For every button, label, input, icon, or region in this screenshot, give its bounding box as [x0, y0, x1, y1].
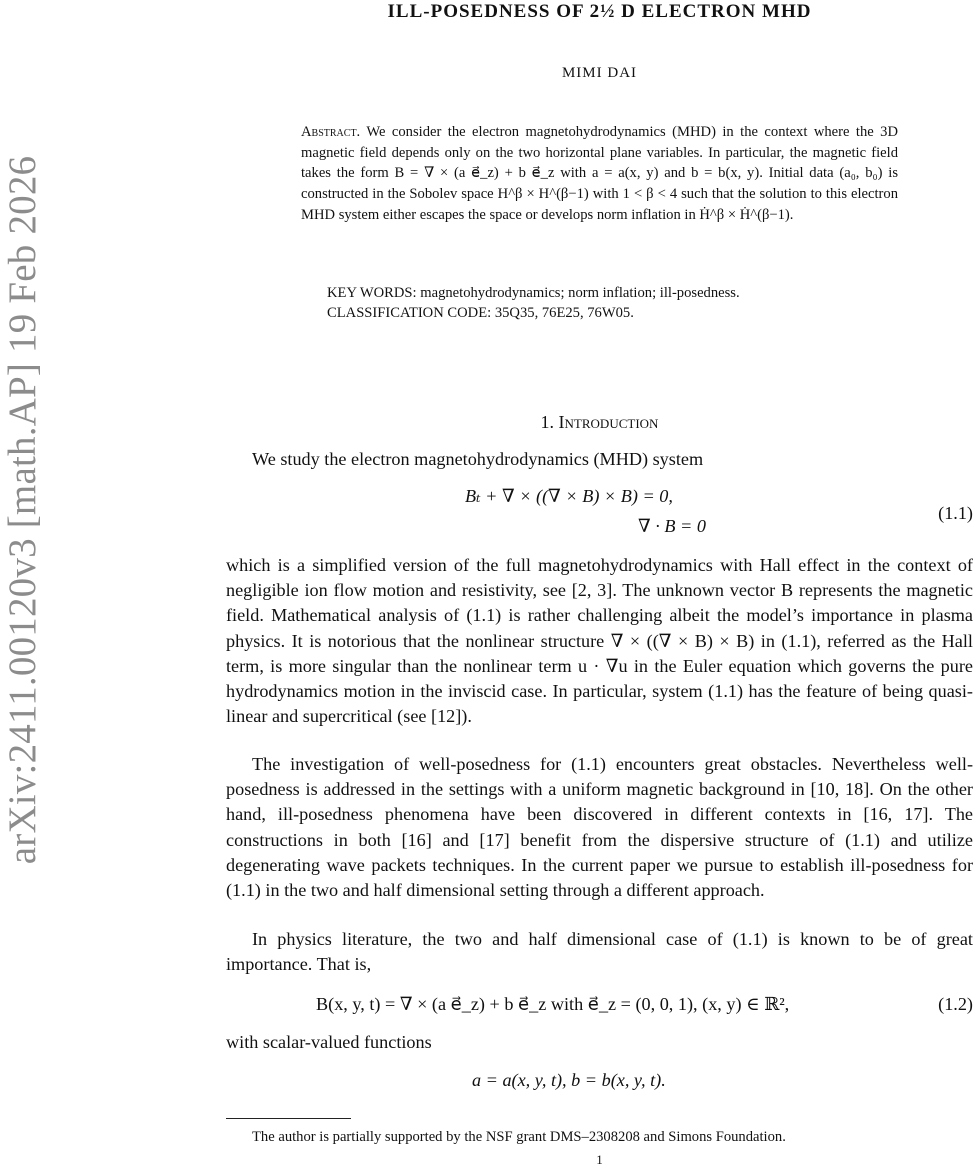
equation-1-1-line1: Bₜ + ∇ × ((∇ × B) × B) = 0, [465, 486, 673, 506]
arxiv-stamp-text: arXiv:2411.00120v3 [math.AP] 19 Feb 2026 [1, 155, 44, 865]
equation-1-1-line2: ∇ · B = 0 [638, 516, 706, 536]
equation-1-2-text: B(x, y, t) = ∇ × (a e⃗_z) + b e⃗_z with e⃗_z = (0, 0, 1), (x, y) ∈ ℝ², [316, 994, 790, 1014]
intro-line: We study the electron magnetohydrodynamics (MHD) system [252, 449, 704, 469]
section-title: Introduction [558, 412, 659, 432]
equation-1-1 [226, 484, 973, 540]
abstract-text: We consider the electron magnetohydrodynamics (MHD) in the context where the 3D magnetic field depends only on the two horizontal plane variables. In particular, the magnetic field takes the form B = ∇ × (a e⃗_z) + b e⃗_z with a = a(x, y) and b = b(x, y). Initial data (a₀, b₀) is constructed in the Sobolev space H^β × H^(β−1) with 1 < β < 4 such that the solution to this electron MHD system either escapes the space or develops norm inflation in Ḣ^β × Ḣ^(β−1). [301, 124, 899, 223]
equation-1-2 [226, 992, 973, 1018]
equation-scalar-functions: a = a(x, y, t), b = b(x, y, t). [472, 1070, 666, 1090]
paragraph-3: In physics literature, the two and half dimensional case of (1.1) is known to be of great importance. That is, [226, 929, 973, 975]
section-heading [226, 410, 973, 434]
footnote-rule [226, 1118, 351, 1119]
paper-title: ILL-POSEDNESS OF 2½ D ELECTRON MHD [387, 1, 812, 22]
abstract [301, 122, 898, 226]
equation-number-1-1: (1.1) [938, 503, 973, 523]
equation-number-1-2: (1.2) [938, 994, 973, 1014]
keywords-block [327, 283, 927, 323]
classification-code: CLASSIFICATION CODE: 35Q35, 76E25, 76W05. [327, 305, 634, 321]
arxiv-stamp [0, 115, 46, 905]
paragraph-1: which is a simplified version of the full magnetohydrodynamics with Hall effect in the context of negligible ion flow motion and resistivity, see [2, 3]. The unknown vector B represents the magnetic field. Mathematical analysis of (1.1) is rather challenging albeit the model’s importance in plasma physics. It is notorious that the nonlinear structure ∇ × ((∇ × B) × B) in (1.1), referred as the Hall term, is more singular than the nonlinear term u · ∇u in the Euler equation which governs the pure hydrodynamics motion in the inviscid case. In particular, system (1.1) has the feature of being quasi-linear and supercritical (see [12]). [226, 555, 973, 727]
abstract-label: Abstract. [301, 124, 361, 140]
author-name: MIMI DAI [561, 65, 638, 81]
keywords: KEY WORDS: magnetohydrodynamics; norm inflation; ill-posedness. [327, 285, 740, 301]
paragraph-2: The investigation of well-posedness for (1.1) encounters great obstacles. Nevertheless well-posedness is addressed in the settings with a uniform magnetic background in [10, 18]. On the other hand, ill-posedness phenomena have been discovered in different contexts in [16, 17]. The constructions in both [16] and [17] benefit from the dispersive structure of (1.1) and utilize degenerating wave packets techniques. In the current paper we pursue to establish ill-posedness for (1.1) in the two and half dimensional setting through a different approach. [226, 754, 973, 901]
scalar-functions-line: with scalar-valued functions [226, 1032, 432, 1052]
footnote: The author is partially supported by the NSF grant DMS–2308208 and Simons Foundation. [252, 1129, 786, 1145]
section-number: 1. [540, 412, 555, 432]
page-number: 1 [596, 1152, 603, 1167]
